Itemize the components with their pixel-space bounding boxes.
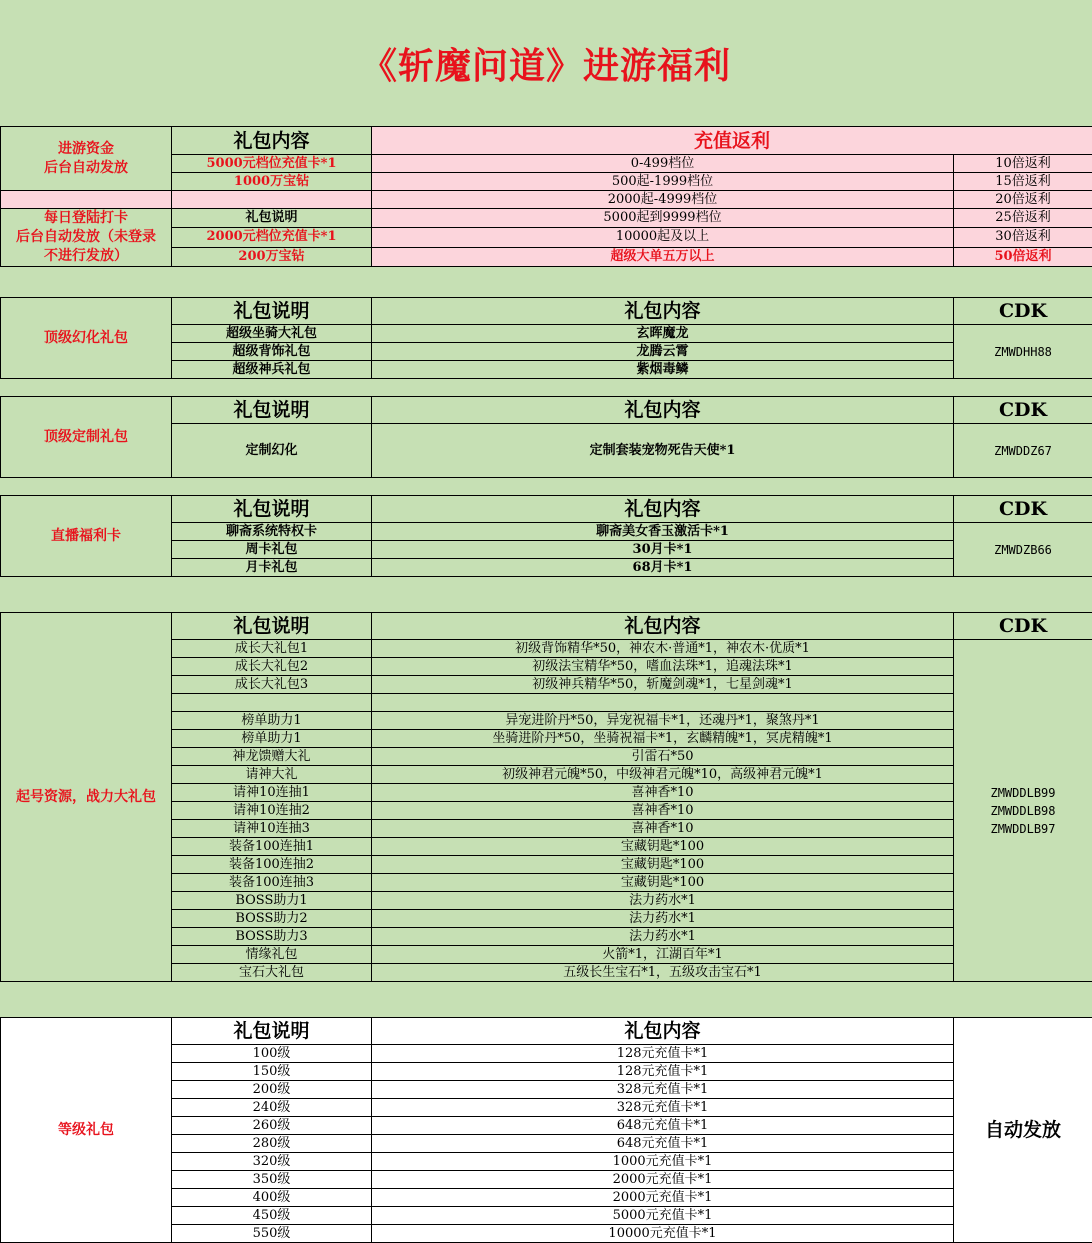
pack-content: 30月卡*1 xyxy=(372,541,954,559)
level-content: 5000元充值卡*1 xyxy=(372,1207,954,1225)
level-desc: 240级 xyxy=(172,1099,372,1117)
pack-desc: 成长大礼包2 xyxy=(172,658,372,676)
cdk-header: CDK xyxy=(954,397,1092,424)
daily-item: 2000元档位充值卡*1 xyxy=(172,228,372,247)
level-desc: 260级 xyxy=(172,1117,372,1135)
tier-range: 2000起-4999档位 xyxy=(372,191,954,209)
pack-desc: 超级神兵礼包 xyxy=(172,361,372,379)
pack-desc: 请神大礼 xyxy=(172,766,372,784)
power-pack-label: 起号资源，战力大礼包 xyxy=(1,613,172,982)
pack-desc: 请神10连抽3 xyxy=(172,820,372,838)
skin-pack-table xyxy=(0,297,1092,379)
desc-header: 礼包说明 xyxy=(172,613,372,640)
funds-label: 进游资金 后台自动发放 xyxy=(1,127,172,191)
pack-desc: 月卡礼包 xyxy=(172,559,372,577)
pack-desc: 神龙馈赠大礼 xyxy=(172,748,372,766)
level-desc: 150级 xyxy=(172,1063,372,1081)
pack-content: 喜神香*10 xyxy=(372,802,954,820)
content-header: 礼包内容 xyxy=(372,613,954,640)
pack-content: 初级神兵精华*50，斩魔剑魂*1，七星剑魂*1 xyxy=(372,676,954,694)
pack-desc: 情缘礼包 xyxy=(172,946,372,964)
level-pack-table xyxy=(0,1017,1092,1243)
level-desc: 320级 xyxy=(172,1153,372,1171)
daily-login-label: 每日登陆打卡 后台自动发放（未登录 不进行发放） xyxy=(1,209,172,267)
level-desc: 450级 xyxy=(172,1207,372,1225)
level-content: 1000元充值卡*1 xyxy=(372,1153,954,1171)
cdk-code[interactable]: ZMWDDLB99 xyxy=(990,785,1056,800)
tier-rebate: 25倍返利 xyxy=(954,209,1092,228)
level-desc: 350级 xyxy=(172,1171,372,1189)
pack-desc: BOSS助力1 xyxy=(172,892,372,910)
pack-content: 初级法宝精华*50，嗜血法珠*1，追魂法珠*1 xyxy=(372,658,954,676)
pack-desc: 请神10连抽1 xyxy=(172,784,372,802)
level-pack-label: 等级礼包 xyxy=(1,1018,172,1243)
page-title: 《斩魔问道》进游福利 xyxy=(360,44,731,87)
pack-content: 68月卡*1 xyxy=(372,559,954,577)
live-card-table xyxy=(0,495,1092,577)
level-desc: 100级 xyxy=(172,1045,372,1063)
desc-header: 礼包说明 xyxy=(172,1018,372,1045)
cdk-codes xyxy=(954,640,1092,982)
level-desc: 200级 xyxy=(172,1081,372,1099)
pack-content: 异宠进阶丹*50，异宠祝福卡*1，还魂丹*1，聚煞丹*1 xyxy=(372,712,954,730)
desc-header: 礼包说明 xyxy=(172,397,372,424)
pack-desc: 装备100连抽1 xyxy=(172,838,372,856)
pack-desc: 聊斋系统特权卡 xyxy=(172,523,372,541)
pack-content xyxy=(372,694,954,712)
level-content: 328元充值卡*1 xyxy=(372,1081,954,1099)
live-card-label: 直播福利卡 xyxy=(1,496,172,577)
level-content: 648元充值卡*1 xyxy=(372,1117,954,1135)
tier-range: 5000起到9999档位 xyxy=(372,209,954,228)
pack-content: 宝藏钥匙*100 xyxy=(372,856,954,874)
level-desc: 550级 xyxy=(172,1225,372,1243)
cdk-code[interactable]: ZMWDDZ67 xyxy=(954,424,1092,478)
pack-content: 初级神君元魄*50，中级神君元魄*10，高级神君元魄*1 xyxy=(372,766,954,784)
level-desc: 280级 xyxy=(172,1135,372,1153)
auto-issue-note: 自动发放 xyxy=(954,1018,1092,1243)
pack-content: 初级背饰精华*50，神农木·普通*1，神农木·优质*1 xyxy=(372,640,954,658)
rebate-header: 充值返利 xyxy=(372,127,1092,155)
desc-header: 礼包说明 xyxy=(172,209,372,228)
level-content: 128元充值卡*1 xyxy=(372,1045,954,1063)
content-header: 礼包内容 xyxy=(372,496,954,523)
pack-content: 紫烟毒鳞 xyxy=(372,361,954,379)
pack-content: 法力药水*1 xyxy=(372,928,954,946)
empty-cell xyxy=(172,191,372,209)
tier-range: 超级大单五万以上 xyxy=(372,247,954,266)
pack-content: 龙腾云霄 xyxy=(372,343,954,361)
recharge-table xyxy=(0,126,1092,267)
tier-rebate: 10倍返利 xyxy=(954,155,1092,173)
level-content: 328元充值卡*1 xyxy=(372,1099,954,1117)
pack-desc: 装备100连抽2 xyxy=(172,856,372,874)
pack-content: 五级长生宝石*1，五级攻击宝石*1 xyxy=(372,964,954,982)
pack-content: 宝藏钥匙*100 xyxy=(372,838,954,856)
cdk-header: CDK xyxy=(954,613,1092,640)
pack-desc: BOSS助力2 xyxy=(172,910,372,928)
level-desc: 400级 xyxy=(172,1189,372,1207)
tier-range: 0-499档位 xyxy=(372,155,954,173)
pack-desc: 成长大礼包3 xyxy=(172,676,372,694)
tier-rebate: 30倍返利 xyxy=(954,228,1092,247)
pack-desc: 周卡礼包 xyxy=(172,541,372,559)
pack-desc xyxy=(172,694,372,712)
pack-desc: 宝石大礼包 xyxy=(172,964,372,982)
pack-content: 宝藏钥匙*100 xyxy=(372,874,954,892)
pack-content: 火箭*1，江湖百年*1 xyxy=(372,946,954,964)
cdk-code[interactable]: ZMWDDLB97 xyxy=(990,821,1056,836)
level-content: 10000元充值卡*1 xyxy=(372,1225,954,1243)
pack-content: 引雷石*50 xyxy=(372,748,954,766)
level-content: 648元充值卡*1 xyxy=(372,1135,954,1153)
pack-desc: 超级背饰礼包 xyxy=(172,343,372,361)
pack-content: 法力药水*1 xyxy=(372,892,954,910)
desc-header: 礼包说明 xyxy=(172,298,372,325)
content-header: 礼包内容 xyxy=(372,397,954,424)
tier-rebate: 15倍返利 xyxy=(954,173,1092,191)
custom-pack-table xyxy=(0,396,1092,478)
pack-desc: 装备100连抽3 xyxy=(172,874,372,892)
pack-content: 喜神香*10 xyxy=(372,820,954,838)
daily-item: 200万宝钻 xyxy=(172,247,372,266)
tier-rebate: 20倍返利 xyxy=(954,191,1092,209)
pack-desc: 超级坐骑大礼包 xyxy=(172,325,372,343)
tier-range: 500起-1999档位 xyxy=(372,173,954,191)
level-content: 128元充值卡*1 xyxy=(372,1063,954,1081)
pack-content: 法力药水*1 xyxy=(372,910,954,928)
content-header: 礼包内容 xyxy=(172,127,372,155)
tier-rebate: 50倍返利 xyxy=(954,247,1092,266)
pack-desc: 榜单助力1 xyxy=(172,712,372,730)
pack-content: 聊斋美女香玉激活卡*1 xyxy=(372,523,954,541)
power-pack-table xyxy=(0,612,1092,982)
cdk-code[interactable]: ZMWDZB66 xyxy=(954,523,1092,577)
tier-range: 10000起及以上 xyxy=(372,228,954,247)
pack-desc: 榜单助力1 xyxy=(172,730,372,748)
level-content: 2000元充值卡*1 xyxy=(372,1189,954,1207)
content-header: 礼包内容 xyxy=(372,1018,954,1045)
pack-desc: BOSS助力3 xyxy=(172,928,372,946)
funds-item: 5000元档位充值卡*1 xyxy=(172,155,372,173)
desc-header: 礼包说明 xyxy=(172,496,372,523)
cdk-header: CDK xyxy=(954,496,1092,523)
funds-item: 1000万宝钻 xyxy=(172,173,372,191)
pack-content: 喜神香*10 xyxy=(372,784,954,802)
cdk-code[interactable]: ZMWDDLB98 xyxy=(990,803,1056,818)
pack-desc: 成长大礼包1 xyxy=(172,640,372,658)
skin-pack-label: 顶级幻化礼包 xyxy=(1,298,172,379)
pack-desc: 定制幻化 xyxy=(172,424,372,478)
pack-desc: 请神10连抽2 xyxy=(172,802,372,820)
pack-content: 坐骑进阶丹*50，坐骑祝福卡*1，玄麟精魄*1，冥虎精魄*1 xyxy=(372,730,954,748)
pack-content: 玄晖魔龙 xyxy=(372,325,954,343)
content-header: 礼包内容 xyxy=(372,298,954,325)
level-content: 2000元充值卡*1 xyxy=(372,1171,954,1189)
empty-cell xyxy=(1,191,172,209)
custom-pack-label: 顶级定制礼包 xyxy=(1,397,172,478)
cdk-code[interactable]: ZMWDHH88 xyxy=(954,325,1092,379)
pack-content: 定制套装宠物死告天使*1 xyxy=(372,424,954,478)
cdk-header: CDK xyxy=(954,298,1092,325)
